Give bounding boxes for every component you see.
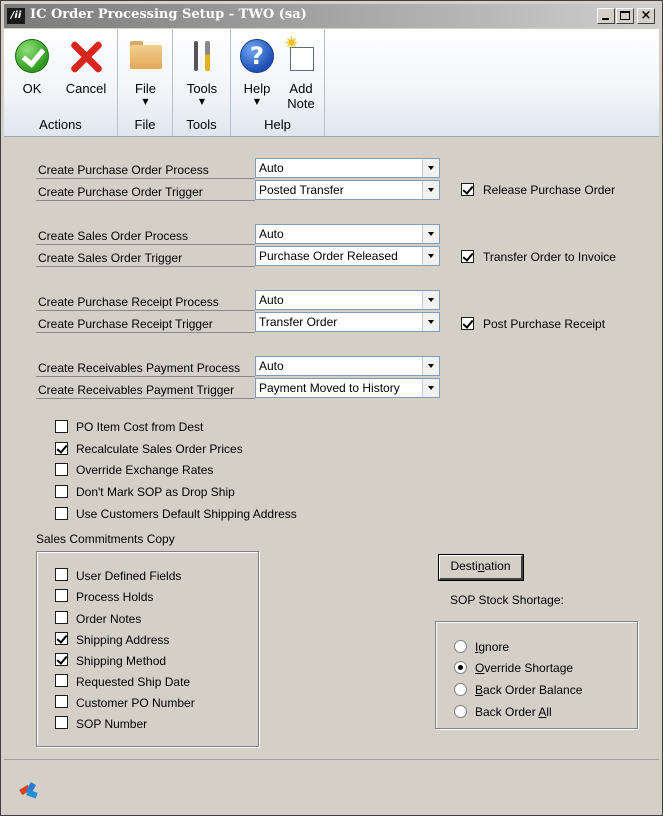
po-process-select[interactable] — [255, 158, 440, 178]
chevron-down-icon[interactable] — [422, 159, 439, 177]
customer-po-checkbox[interactable] — [55, 695, 68, 708]
override-shortage-radio[interactable] — [454, 661, 467, 674]
dynamics-logo-icon[interactable] — [20, 780, 40, 800]
default-address-label: Use Customers Default Shipping Address — [76, 507, 297, 521]
form-row — [36, 179, 255, 201]
row-label: Create Purchase Receipt Trigger — [38, 317, 213, 331]
ship-date-checkbox[interactable] — [55, 674, 68, 687]
ribbon-group-label: Help — [264, 117, 291, 132]
chevron-down-icon: ▼ — [198, 97, 206, 106]
release-po-label: Release Purchase Order — [483, 183, 616, 197]
file-button[interactable] — [122, 29, 169, 115]
add-label: Add — [289, 81, 313, 96]
drop-ship-checkbox[interactable] — [55, 485, 68, 498]
shipping-method-checkbox[interactable] — [55, 653, 68, 666]
ribbon-group-label: Actions — [39, 117, 82, 132]
close-icon: × — [640, 8, 652, 23]
file-label: File — [135, 81, 156, 96]
destination-button[interactable] — [439, 555, 523, 580]
row-label: Create Purchase Order Trigger — [38, 185, 203, 199]
payment-process-select[interactable] — [255, 356, 440, 376]
app-logo-icon: /ii — [7, 8, 25, 24]
form-row — [36, 311, 255, 333]
destination-label-pre: Desti — [450, 559, 478, 573]
folder-icon — [130, 41, 162, 69]
window-controls — [596, 8, 655, 24]
chevron-down-icon[interactable] — [422, 247, 439, 265]
add-note-button[interactable] — [281, 29, 321, 115]
minimize-icon — [602, 18, 609, 20]
select-value: Auto — [259, 227, 284, 241]
select-value: Posted Transfer — [259, 183, 344, 197]
ignore-radio[interactable] — [454, 640, 467, 653]
chevron-down-icon[interactable] — [422, 313, 439, 331]
ribbon-group-label: Tools — [186, 117, 217, 132]
ribbon-group-tools — [173, 29, 231, 136]
release-po-checkbox[interactable] — [461, 183, 474, 196]
close-button[interactable] — [637, 8, 655, 24]
po-trigger-select[interactable] — [255, 180, 440, 200]
override-exchange-checkbox[interactable] — [55, 463, 68, 476]
cancel-label: Cancel — [65, 81, 107, 96]
row-label: Create Receivables Payment Process — [38, 361, 241, 375]
help-icon: ? — [240, 39, 274, 73]
cancel-button[interactable] — [60, 29, 112, 115]
customer-po-label: Customer PO Number — [76, 696, 195, 710]
help-label: Help — [243, 81, 271, 96]
form-row — [36, 289, 255, 311]
chevron-down-icon[interactable] — [422, 357, 439, 375]
ribbon-toolbar — [4, 29, 659, 137]
override-exchange-label: Override Exchange Rates — [76, 463, 214, 477]
sop-number-checkbox[interactable] — [55, 716, 68, 729]
form-row — [36, 355, 255, 377]
override-shortage-label: Override Shortage — [475, 661, 574, 675]
chevron-down-icon: ▼ — [253, 97, 261, 106]
row-label: Create Sales Order Trigger — [38, 251, 183, 265]
form-row — [36, 245, 255, 267]
shortage-title: SOP Stock Shortage: — [450, 593, 564, 607]
select-value: Transfer Order — [259, 315, 338, 329]
user-defined-checkbox[interactable] — [55, 568, 68, 581]
note-icon: ✷ — [286, 41, 316, 71]
form-row — [36, 157, 255, 179]
default-address-checkbox[interactable] — [55, 507, 68, 520]
form-row — [36, 377, 255, 399]
ribbon-group-actions — [4, 29, 118, 136]
recalculate-prices-checkbox[interactable] — [55, 442, 68, 455]
process-holds-checkbox[interactable] — [55, 589, 68, 602]
form-row — [36, 223, 255, 245]
select-value: Auto — [259, 161, 284, 175]
x-icon — [68, 39, 104, 75]
help-button[interactable] — [235, 29, 279, 115]
po-item-cost-label: PO Item Cost from Dest — [76, 420, 204, 434]
select-value: Auto — [259, 359, 284, 373]
back-order-balance-label: Back Order Balance — [475, 683, 583, 697]
post-receipt-label: Post Purchase Receipt — [483, 317, 606, 331]
ok-button[interactable] — [10, 29, 54, 115]
process-holds-label: Process Holds — [76, 590, 154, 604]
tools-label: Tools — [186, 81, 218, 96]
row-label: Create Purchase Order Process — [38, 163, 209, 177]
row-label: Create Purchase Receipt Process — [38, 295, 219, 309]
minimize-button[interactable] — [597, 8, 615, 24]
chevron-down-icon[interactable] — [422, 291, 439, 309]
ribbon-group-label: File — [134, 117, 156, 132]
check-icon — [15, 39, 49, 73]
order-notes-label: Order Notes — [76, 612, 142, 626]
ribbon-group-help — [231, 29, 325, 136]
po-item-cost-checkbox[interactable] — [55, 420, 68, 433]
recalculate-prices-label: Recalculate Sales Order Prices — [76, 442, 243, 456]
chevron-down-icon[interactable] — [422, 225, 439, 243]
post-receipt-checkbox[interactable] — [461, 317, 474, 330]
user-defined-label: User Defined Fields — [76, 569, 182, 583]
status-bar — [4, 759, 659, 809]
ship-date-label: Requested Ship Date — [76, 675, 191, 689]
select-value: Purchase Order Released — [259, 249, 398, 263]
ignore-label: Ignore — [475, 640, 510, 654]
destination-label-post: ation — [484, 559, 511, 573]
receipt-process-select[interactable] — [255, 290, 440, 310]
transfer-order-invoice-label: Transfer Order to Invoice — [483, 250, 616, 264]
window-title: IC Order Processing Setup - TWO (sa) — [30, 7, 307, 22]
title-bar[interactable] — [4, 4, 659, 28]
ribbon-group-file — [118, 29, 173, 136]
tools-icon — [187, 39, 217, 73]
maximize-button[interactable] — [616, 8, 634, 24]
payment-trigger-select[interactable] — [255, 378, 440, 398]
destination-mnemonic: n — [477, 559, 485, 573]
chevron-down-icon[interactable] — [422, 181, 439, 199]
select-value: Auto — [259, 293, 284, 307]
order-notes-checkbox[interactable] — [55, 611, 68, 624]
receipt-trigger-select[interactable] — [255, 312, 440, 332]
drop-ship-label: Don't Mark SOP as Drop Ship — [76, 485, 235, 499]
back-order-all-label: Back Order All — [475, 705, 552, 719]
row-label: Create Sales Order Process — [38, 229, 189, 243]
shipping-address-label: Shipping Address — [76, 633, 170, 647]
back-order-balance-radio[interactable] — [454, 683, 467, 696]
shipping-address-checkbox[interactable] — [55, 632, 68, 645]
commitments-title: Sales Commitments Copy — [36, 532, 175, 546]
chevron-down-icon[interactable] — [422, 379, 439, 397]
chevron-down-icon: ▼ — [142, 97, 149, 106]
select-value: Payment Moved to History — [259, 381, 400, 395]
back-order-all-radio[interactable] — [454, 705, 467, 718]
note-label: Note — [287, 96, 315, 111]
sop-number-label: SOP Number — [76, 717, 148, 731]
so-trigger-select[interactable] — [255, 246, 440, 266]
transfer-order-invoice-checkbox[interactable] — [461, 250, 474, 263]
maximize-icon — [620, 11, 630, 20]
ok-label: OK — [22, 81, 42, 96]
so-process-select[interactable] — [255, 224, 440, 244]
row-label: Create Receivables Payment Trigger — [38, 383, 235, 397]
shipping-method-label: Shipping Method — [76, 654, 167, 668]
tools-button[interactable] — [177, 29, 227, 115]
